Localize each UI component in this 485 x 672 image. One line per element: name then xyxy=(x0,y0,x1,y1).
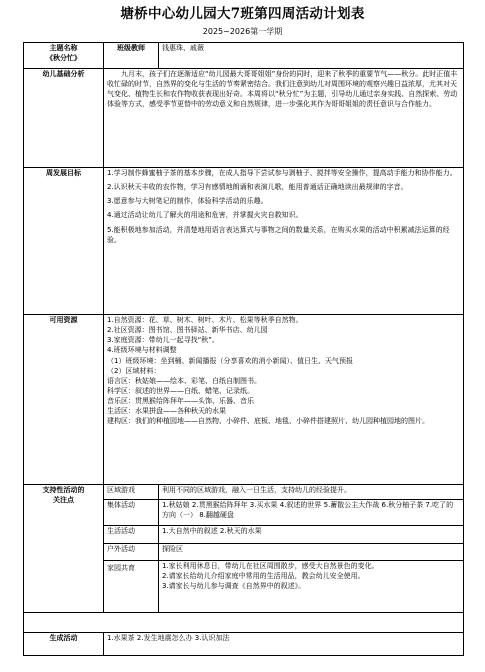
plan-table xyxy=(23,42,464,656)
support-content-life: 1.大自然中的叙述 2.秋天的水果 xyxy=(159,526,464,544)
resource-line: 2.社区资源：图书馆、图书驿站、新华书店、幼儿园 xyxy=(107,326,268,335)
basic-analysis-cell xyxy=(104,69,464,168)
page-title: 塘桥中心幼儿园大7班第四周活动计划表 xyxy=(120,6,365,22)
resource-line: （2）区域材料： xyxy=(107,366,161,375)
resource-line: 语言区：秋姑娘——绘本、彩笔、白纸自制图书。 xyxy=(107,376,261,385)
weekly-goals-label: 周发展目标 xyxy=(24,168,104,315)
supportive-label-line2: 关注点 xyxy=(53,496,74,505)
support-row-area xyxy=(24,485,464,500)
resource-line: 生活区：水果拼盘——各种秋天的水果 xyxy=(107,407,226,416)
supportive-label-cell xyxy=(24,485,104,613)
generated-content: 1.水果茶 2.发生地震怎么办 3.认识加法 xyxy=(104,633,464,656)
resources-cell xyxy=(104,315,464,485)
teacher-names: 钱惠珠、戚薇 xyxy=(159,43,464,69)
support-type-group: 集体活动 xyxy=(104,500,159,526)
resource-line: 3.家庭资源：带幼儿一起寻找“秋”。 xyxy=(107,336,219,345)
goal-item: 5.能积极地参加活动，并清楚地用语言表达算式与事物之间的数量关系，在购买水果的活动中积累减法运算的经验。 xyxy=(107,225,450,244)
theme-name-value: 《秋分忙》 xyxy=(46,54,81,63)
support-type-home: 家园共育 xyxy=(104,561,159,613)
support-content-home: 1.家长利用休息日，带幼儿在社区周围散步，感受大自然景色的变化。 2.请家长给幼儿介绍家庭中常用的生活用品，教会幼儿安全使用。 3.请家长与幼儿参与调查《自然界中的叙述》。 xyxy=(159,561,464,613)
theme-name-label: 主题名称 xyxy=(49,44,78,52)
basic-analysis-row xyxy=(24,69,464,168)
resource-line: （1）班级环境：坐到桶、新闻播报（分享喜欢的消小新闻）、值日生、天气预报 xyxy=(107,356,353,365)
weekly-goals-row xyxy=(24,168,464,315)
support-content-outdoor: 探险区 xyxy=(159,544,464,561)
resource-line: 音乐区：贯黑猴给阵拜年——头饰、乐器、音乐 xyxy=(107,397,254,406)
theme-name-cell xyxy=(24,43,104,69)
support-type-outdoor: 户外活动 xyxy=(104,544,159,561)
support-type-life: 生活活动 xyxy=(104,526,159,544)
generated-label: 生成活动 xyxy=(24,633,104,656)
spacer-cell xyxy=(24,613,464,633)
support-type-area: 区域游戏 xyxy=(104,485,159,500)
goal-item: 2.认识秋天丰收的农作物，学习有感情地朗诵和表演儿歌，能用普通话正确地读出最规律的字音。 xyxy=(107,183,408,192)
resource-line: 建构区：我们的种植园地——自然物、小碎件、底板、地毯、小碎件搭建照片、幼儿园种植园地的图片。 xyxy=(107,417,429,426)
supportive-label-line1: 支持性活动的 xyxy=(42,486,85,494)
resource-line: 4.班级环境与材料调整 xyxy=(107,346,177,355)
goal-item: 4.通过活动让幼儿了解火的用途和危害，并掌握火灾自救知识。 xyxy=(107,211,303,220)
header-row xyxy=(24,43,464,69)
page-subtitle: 2025~2026第一学期 xyxy=(202,27,283,36)
support-content-area: 利用不同的区域游戏，融入一日生活，支持幼儿的经验提升。 xyxy=(159,485,464,500)
resources-label: 可用资源 xyxy=(24,315,104,485)
resources-row xyxy=(24,315,464,485)
resource-line: 科学区：叙述的世界——白纸、蜡笔、记录纸。 xyxy=(107,386,254,395)
spacer-row xyxy=(24,613,464,633)
teacher-label: 班级教师 xyxy=(104,43,159,69)
weekly-goals-cell xyxy=(104,168,464,315)
basic-analysis-label: 幼儿基础分析 xyxy=(24,69,104,168)
generated-row xyxy=(24,633,464,656)
goal-item: 1.学习制作蜂蜜柚子茶的基本步骤，在成人指导下尝试参与剥柚子、搅拌等安全操作，提高动手能力和协作能力。 xyxy=(107,169,457,177)
resource-line: 1.自然资源：花、草、树木、树叶、木片、松果等秋季自然物。 xyxy=(107,316,303,324)
support-content-group: 1.秋姑娘 2.贯黑猴给阵拜年 3.买水果 4.叙述的世界 5.蓄散公主大作战 6.秋分柚子茶 7.吃了的方向（一） 8.翻越硬盘 xyxy=(159,500,464,526)
basic-analysis-text: 九月末，孩子们在逐渐适应“幼儿园最大哥哥姐姐”身份的同时，迎来了秋季的重要节气——秋分。此时正值丰收忙碌的时节，自然界的变化与生活的节奏紧密结合。我们注意到幼儿对周围环境的观察兴趣日益浓厚，尤其对天气变化、植物生长和农作物收获表现出好奇。本周将以“秋分忙”为主题，引导幼儿通过亲身实践、自然探索、劳动体验等方式，感受季节更替中的劳动意义和自然规律，进一步强化其作为哥哥姐姐的责任意识与合作能力。 xyxy=(107,70,458,109)
goal-item: 3.愿意参与大树笔记的制作，体验科学活动的乐趣。 xyxy=(107,197,268,206)
